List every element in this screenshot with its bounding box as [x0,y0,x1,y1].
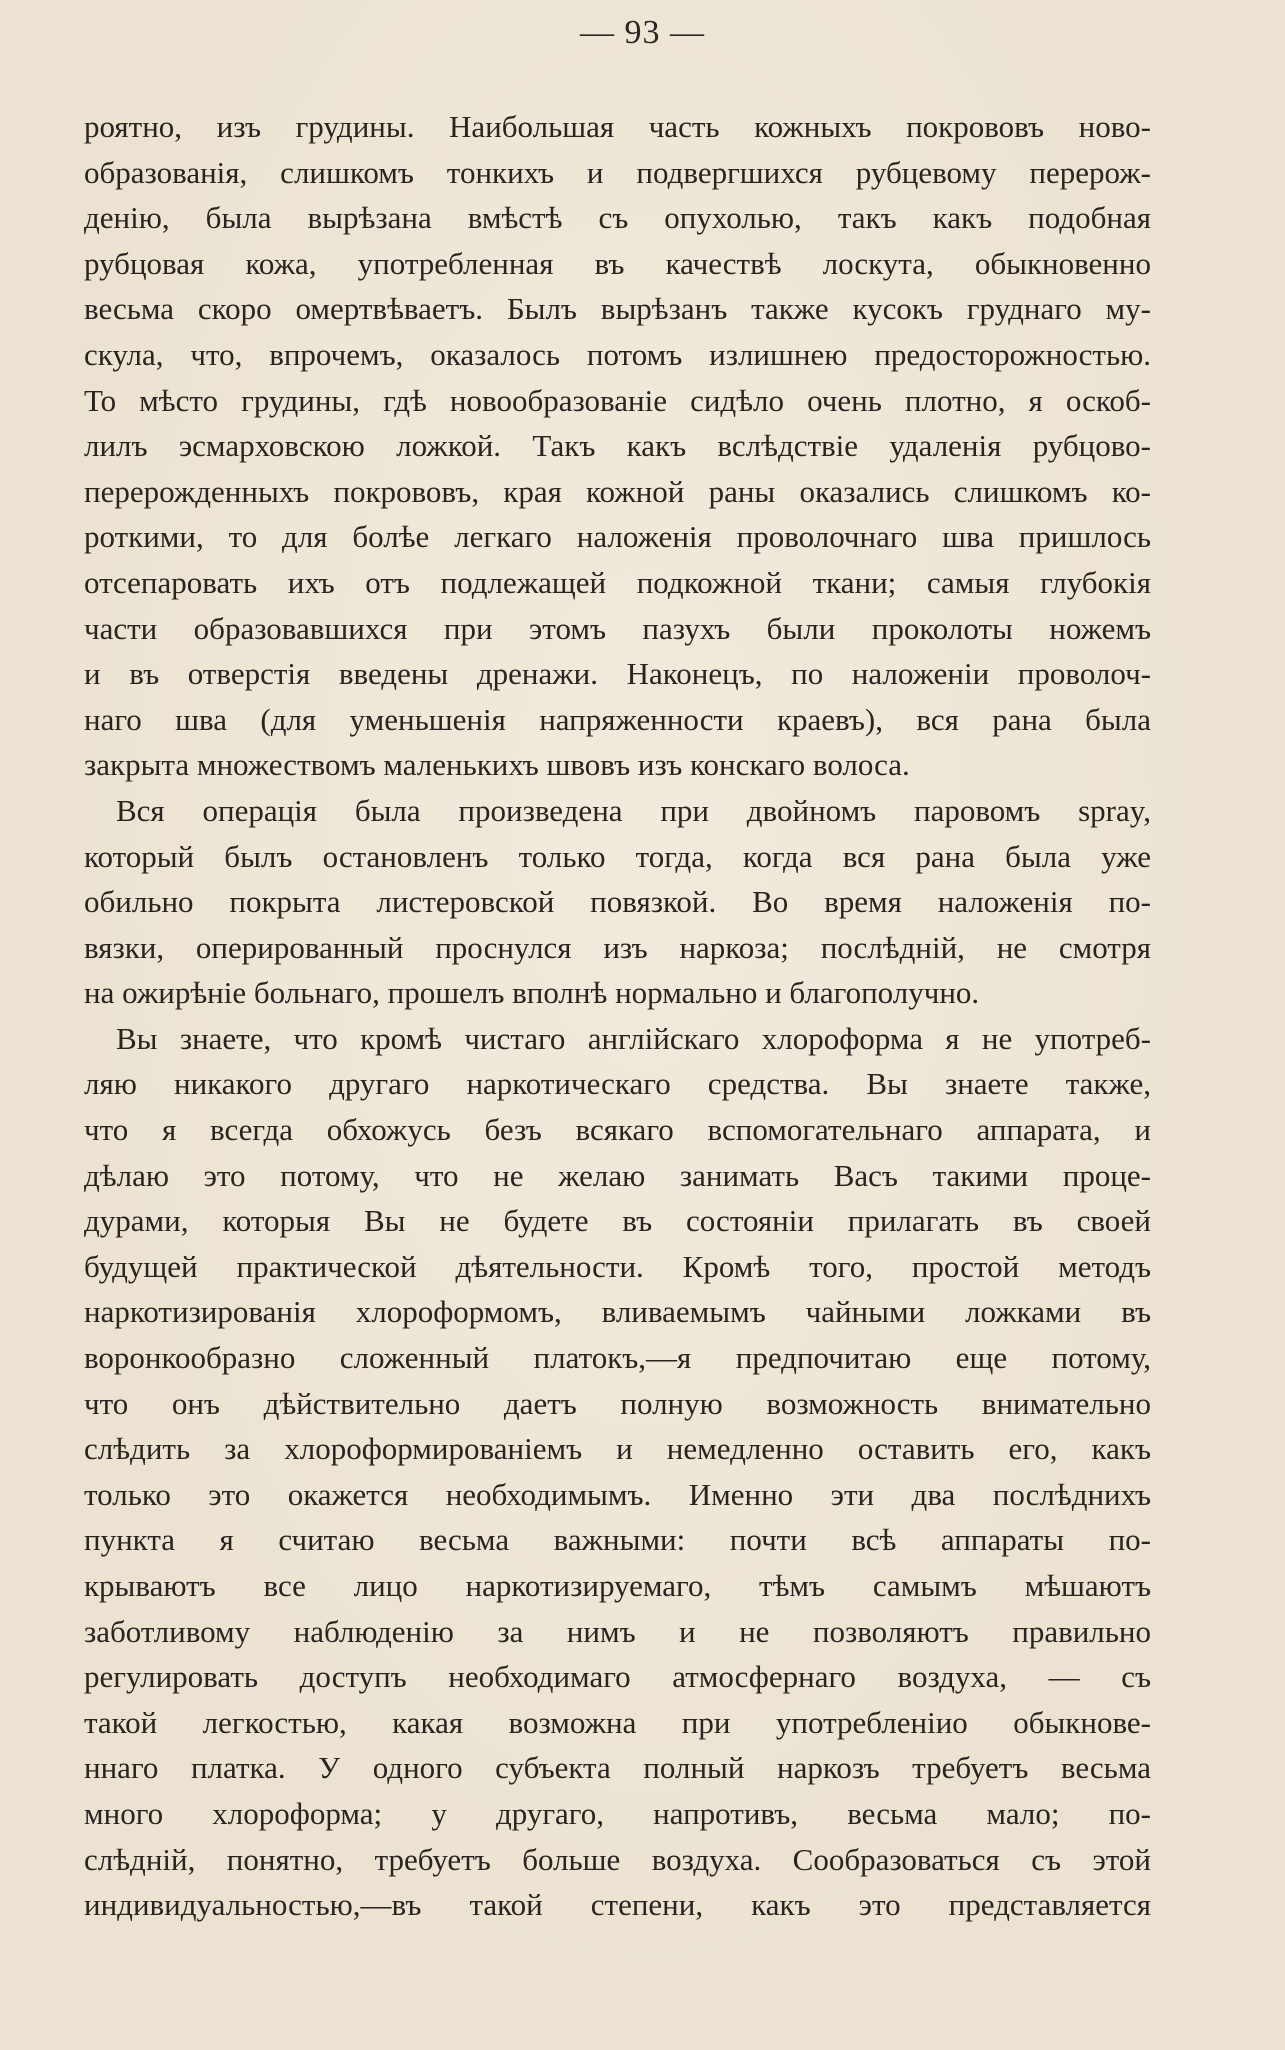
text-line: крываютъ все лицо наркотизируемаго, тѣмъ самымъ мѣшаютъ [84,1568,1151,1603]
text-line: отсепаровать ихъ отъ подлежащей подкожной ткани; самыя глубокія [84,564,1151,600]
text-line: обильно покрыта листеровской повязкой. Во время наложенія по- [84,884,1151,920]
text-line: вязки, оперированный проснулся изъ наркоза; послѣдній, не смотря [84,929,1151,965]
text-line: лилъ эсмарховскою ложкой. Такъ какъ вслѣдствіе удаленія рубцово- [84,428,1151,464]
text-line: воронкообразно сложенный платокъ,—я предпочитаю еще потому, [84,1340,1151,1376]
text-line: роятно, изъ грудины. Наибольшая часть кожныхъ покрововъ ново- [84,109,1151,144]
text-line: То мѣсто грудины, гдѣ новообразованіе сидѣло очень плотно, я оскоб- [84,382,1151,418]
text-line: что я всегда обхожусь безъ всякаго вспомогательнаго аппарата, и [84,1112,1151,1148]
text-line: ляю никакого другаго наркотическаго средства. Вы знаете также, [84,1066,1151,1102]
text-line: наго шва (для уменьшенія напряженности краевъ), вся рана была [84,701,1151,737]
text-line: скула, что, впрочемъ, оказалось потомъ излишнею предосторожностью. [84,336,1151,372]
text-line: образованія, слишкомъ тонкихъ и подвергшихся рубцевому перерож- [84,154,1151,190]
page-number: — 93 — [580,14,705,51]
text-line: Вы знаете, что кромѣ чистаго англійскаго хлороформа я не употреб- [116,1020,1151,1056]
text-line: денію, была вырѣзана вмѣстѣ съ опухолью, такъ какъ подобная [84,200,1151,236]
text-line: части образовавшихся при этомъ пазухъ были проколоты ножемъ [84,610,1151,646]
text-line: на ожирѣніе больнаго, прошелъ вполнѣ нормально и благополучно. [84,975,980,1011]
text-line: рубцовая кожа, употребленная въ качествѣ лоскута, обыкновенно [84,245,1151,281]
text-line: такой легкостью, какая возможна при употребленіио обыкнове- [84,1704,1151,1740]
text-line: который былъ остановленъ только тогда, когда вся рана была уже [84,838,1151,874]
text-line: роткими, то для болѣе легкаго наложенія проволочнаго шва пришлось [84,519,1151,555]
text-line: что онъ дѣйствительно даетъ полную возможность внимательно [84,1385,1151,1421]
text-line: дѣлаю это потому, что не желаю занимать Васъ такими проце- [84,1157,1151,1193]
text-line: наркотизированія хлороформомъ, вливаемымъ чайными ложками въ [84,1294,1151,1330]
text-line: дурами, которыя Вы не будете въ состояніи прилагать въ своей [84,1203,1151,1239]
body-text [84,104,1151,1928]
text-line: заботливому наблюденію за нимъ и не позволяютъ правильно [84,1613,1151,1649]
text-line: закрыта множествомъ маленькихъ швовъ изъ конскаго волоса. [84,747,910,783]
text-line: перерожденныхъ покрововъ, края кожной раны оказались слишкомъ ко- [84,473,1151,509]
text-line: регулировать доступъ необходимаго атмосфернаго воздуха, — съ [84,1659,1151,1695]
text-line: слѣдній, понятно, требуетъ больше воздуха. Сообразоваться съ этой [84,1841,1151,1877]
text-line: ннаго платка. У одного субъекта полный наркозъ требуетъ весьма [84,1750,1151,1786]
text-line: Вся операція была произведена при двойномъ паровомъ spray, [116,792,1151,828]
text-line: только это окажется необходимымъ. Именно эти два послѣднихъ [84,1476,1151,1512]
text-line: будущей практической дѣятельности. Кромѣ того, простой методъ [84,1248,1151,1284]
text-line: слѣдить за хлороформированіемъ и немедленно оставить его, какъ [84,1431,1151,1467]
text-line: индивидуальностью,—въ такой степени, какъ это представляется [84,1887,1151,1923]
text-line: весьма скоро омертвѣваетъ. Былъ вырѣзанъ также кусокъ груднаго му- [84,291,1151,327]
text-line: пункта я считаю весьма важными: почти всѣ аппараты по- [84,1522,1151,1558]
text-line: и въ отверстія введены дренажи. Наконецъ, по наложеніи проволоч- [84,656,1151,692]
text-line: много хлороформа; у другаго, напротивъ, весьма мало; по- [84,1795,1151,1831]
